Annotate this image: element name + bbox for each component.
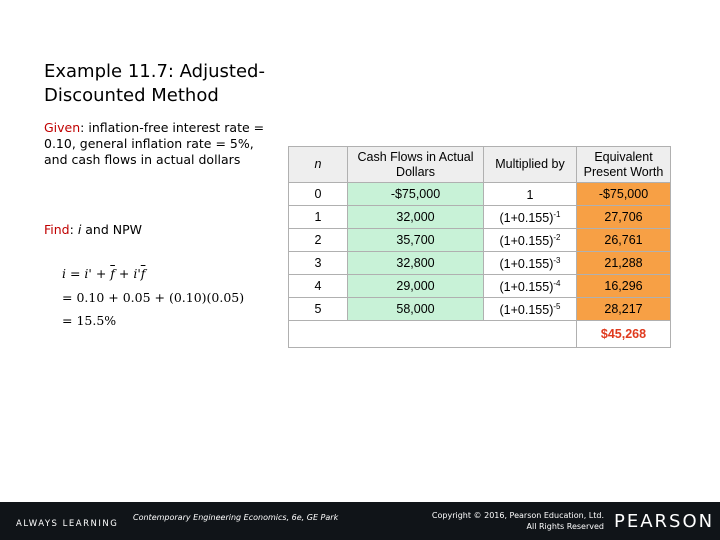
multiplier-base: (1+0.155) [499,302,554,317]
find-text [44,222,274,238]
pearson-logo: PEARSON [614,511,715,532]
footer-tagline: ALWAYS LEARNING [16,519,119,529]
multiplier-base: (1+0.155) [499,210,554,225]
cell-cash-flow: 32,800 [348,252,484,275]
find-label: Find [44,222,70,237]
header-n-text: n [314,157,322,171]
given-text [44,120,274,168]
cell-n: 5 [289,298,348,321]
cell-multiplier [484,275,577,298]
header-n [289,147,348,183]
cell-n: 3 [289,252,348,275]
equation-line-1 [62,266,145,281]
eq-equals: = [66,266,85,281]
header-cash-flows: Cash Flows in Actual Dollars [348,147,484,183]
eq-fbar: $\overline{f}$ [110,266,115,281]
multiplier-base: 1 [526,187,534,202]
cell-present-worth: 27,706 [577,206,671,229]
table-row [289,298,671,321]
find-sep: : [69,222,78,237]
slide-title: Example 11.7: Adjusted-Discounted Method [44,61,265,106]
total-present-worth: $45,268 [577,321,671,348]
cell-n: 0 [289,183,348,206]
copyright-line-1: Copyright © 2016, Pearson Education, Ltd. [431,511,604,520]
eq-i: i [62,266,66,281]
given-body: : inflation-free interest rate = 0.10, general inflation rate = 5%, and cash flows in actual dollars [44,120,265,167]
total-row-blank [289,321,577,348]
cell-n: 1 [289,206,348,229]
multiplier-exp: -1 [553,209,561,219]
cell-cash-flow: 32,000 [348,206,484,229]
equation-line-3: = 15.5% [62,313,117,328]
eq-iprime-2: i' [133,266,141,281]
cell-cash-flow: -$75,000 [348,183,484,206]
table-row [289,183,671,206]
table-row [289,229,671,252]
cell-cash-flow: 35,700 [348,229,484,252]
header-multiplied-by: Multiplied by [484,147,577,183]
cell-present-worth: 26,761 [577,229,671,252]
multiplier-exp: -2 [553,232,561,242]
cell-cash-flow: 29,000 [348,275,484,298]
cell-multiplier [484,298,577,321]
cell-present-worth: 21,288 [577,252,671,275]
multiplier-base: (1+0.155) [499,233,554,248]
multiplier-exp: -3 [553,255,561,265]
table-row [289,275,671,298]
footer-book-title: Contemporary Engineering Economics, 6e, GE Park [133,513,339,522]
cell-multiplier [484,252,577,275]
cell-multiplier [484,183,577,206]
multiplier-exp: -4 [553,278,561,288]
eq-fbar-2: $\overline{f}$ [140,266,146,281]
cell-multiplier [484,206,577,229]
footer-bar [0,502,720,540]
cell-present-worth: -$75,000 [577,183,671,206]
cell-present-worth: 28,217 [577,298,671,321]
cell-n: 2 [289,229,348,252]
cell-n: 4 [289,275,348,298]
table-row [289,206,671,229]
find-rest: and NPW [81,222,143,237]
table-header-row [289,147,671,183]
eq-iprime: i' [84,266,92,281]
copyright-line-2: All Rights Reserved [526,522,604,531]
given-label: Given [44,120,81,135]
find-var: i [77,222,82,237]
cash-flow-table [288,146,671,348]
multiplier-base: (1+0.155) [499,256,554,271]
header-equivalent-pw: Equivalent Present Worth [577,147,671,183]
total-row [289,321,671,348]
eq-plus-2: + [114,266,134,281]
equation-line-2: = 0.10 + 0.05 + (0.10)(0.05) [62,290,245,305]
cell-cash-flow: 58,000 [348,298,484,321]
table-row [289,252,671,275]
multiplier-exp: -5 [553,301,561,311]
cell-multiplier [484,229,577,252]
eq-plus-1: + [91,266,111,281]
footer-copyright [390,510,604,532]
multiplier-base: (1+0.155) [499,279,554,294]
cell-present-worth: 16,296 [577,275,671,298]
